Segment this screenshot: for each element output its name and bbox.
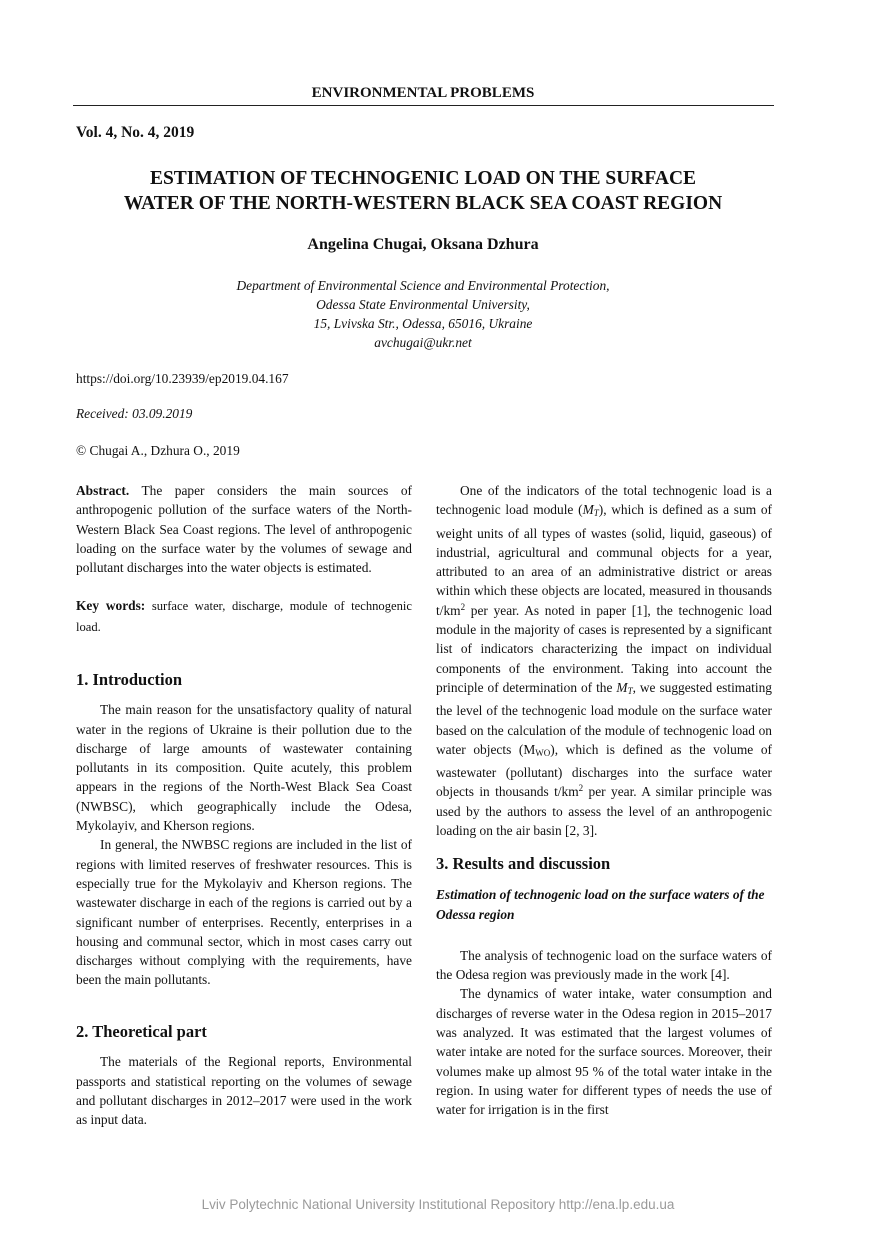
authors: Angelina Chugai, Oksana Dzhura: [307, 236, 539, 253]
text-segment: One of the indicators of the total technogenic load is a technogenic load module (: [436, 483, 772, 518]
affiliation: [73, 276, 773, 352]
text-segment: M: [616, 679, 628, 695]
volume-info: Vol. 4, No. 4, 2019: [76, 124, 195, 141]
introduction-section: [76, 670, 412, 990]
paragraph: In general, the NWBSC regions are included in the list of regions with limited reserves of freshwater resources. This is especially true for the Mykolayiv and Kherson regions. The wastewater discharge in each of the regions is carried out by a significant number of enterprises. Recently, enterprises in a housing and communal sector, which in most cases carry out discharges without complying with the requirements, have been the main pollutants.: [76, 837, 412, 988]
email-link[interactable]: avchugai@ukr.net: [374, 335, 472, 350]
text-segment: ), which is defined as a sum of weight units of all types of wastes (solid, liquid, gaseous) of industrial, agricultural and communal objects for a year, attributed to an area of an administrative district or areas within which these objects are located, measured in thousands t/km: [436, 502, 773, 618]
header-rule: [73, 105, 774, 106]
keywords-text: surface water, discharge, module of technogenic load.: [76, 599, 412, 634]
paragraph: [436, 481, 772, 840]
text-segment: ), which is defined as the volume of wastewater (pollutant) discharges into the surface water objects in thousands t/km: [436, 741, 772, 800]
text-segment: T: [593, 508, 599, 519]
section-heading: 1. Introduction: [76, 670, 183, 689]
theoretical-section: [76, 1022, 412, 1129]
title-line: ESTIMATION OF TECHNOGENIC LOAD ON THE SURFACE: [149, 168, 697, 189]
paragraph: The dynamics of water intake, water consumption and discharges of reverse water in the Odesa region in 2015–2017 was analyzed. It was estimated that the largest volumes of water intake are noted for the surface sources. Moreover, their volumes make up almost 95 % of the total water intake in the region. In using water for different types of needs the use of water for irrigation is in the first: [436, 986, 772, 1118]
text-segment: 2: [460, 601, 466, 612]
abstract-label: Abstract.: [76, 483, 130, 498]
results-section: [436, 854, 772, 1120]
title-line: WATER OF THE NORTH-WESTERN BLACK SEA COAST REGION: [123, 193, 723, 214]
section-heading: 2. Theoretical part: [76, 1022, 207, 1041]
section-heading: 3. Results and discussion: [436, 854, 611, 873]
text-segment: WO: [535, 747, 551, 758]
text-segment: M: [582, 502, 594, 518]
subsection-heading: Estimation of technogenic load on the surface waters of the Odessa region: [436, 887, 765, 922]
affiliation-line: 15, Lvivska Str., Odessa, 65016, Ukraine: [313, 316, 533, 331]
paragraph: The main reason for the unsatisfactory quality of natural water in the regions of Ukraine is their pollution due to the discharge of large amounts of wastewater containing pollutants in its composition. Quite acutely, this problem appears in the regions of the North-West Black Sea Coast (NWBSC), which geographically include the Odesa, Mykolayiv, and Kherson regions.: [76, 702, 412, 834]
affiliation-line: Odessa State Environmental University,: [316, 297, 530, 312]
doi-link[interactable]: https://doi.org/10.23939/ep2019.04.167: [76, 371, 289, 386]
theory-continued: [436, 481, 772, 840]
paper-title: [73, 166, 773, 216]
text-segment: T: [627, 685, 633, 696]
journal-name: ENVIRONMENTAL PROBLEMS: [311, 85, 535, 101]
text-segment: , we suggested estimating the level of the technogenic load module on the surface water based on the calculation of the module of technogenic load on water objects (M: [436, 679, 772, 757]
text-segment: per year. A similar principle was used by the authors to assess the level of an anthropogenic loading on the air basin [2, 3].: [436, 784, 772, 839]
affiliation-line: Department of Environmental Science and Environmental Protection,: [236, 278, 610, 293]
text-segment: 2: [578, 783, 584, 794]
abstract-text: The paper considers the main sources of anthropogenic pollution of the surface waters of the North-Western Black Sea Coast regions. The level of anthropogenic loading on the surface water by the volumes of sewage and pollutant discharges into the water objects is estimated.: [76, 483, 412, 576]
keywords-label: Key words:: [76, 598, 146, 614]
paragraph: The analysis of technogenic load on the surface waters of the Odesa region was previously made in the work [4].: [436, 947, 772, 983]
received-date: Received: 03.09.2019: [76, 406, 193, 421]
repository-footer: Lviv Polytechnic National University Institutional Repository http://ena.lp.edu.ua: [201, 1197, 675, 1212]
text-segment: per year. As noted in paper [1], the technogenic load module in the majority of cases is represented by a significant list of indicators characterizing the impact on individual components of the environment. Taking into account the principle of determination of the: [436, 602, 772, 695]
copyright: © Chugai A., Dzhura O., 2019: [76, 443, 240, 458]
abstract: [76, 481, 412, 637]
paragraph: The materials of the Regional reports, Environmental passports and statistical reporting on the volumes of sewage and pollutant discharges in 2012–2017 were used in the work as input data.: [76, 1054, 412, 1128]
